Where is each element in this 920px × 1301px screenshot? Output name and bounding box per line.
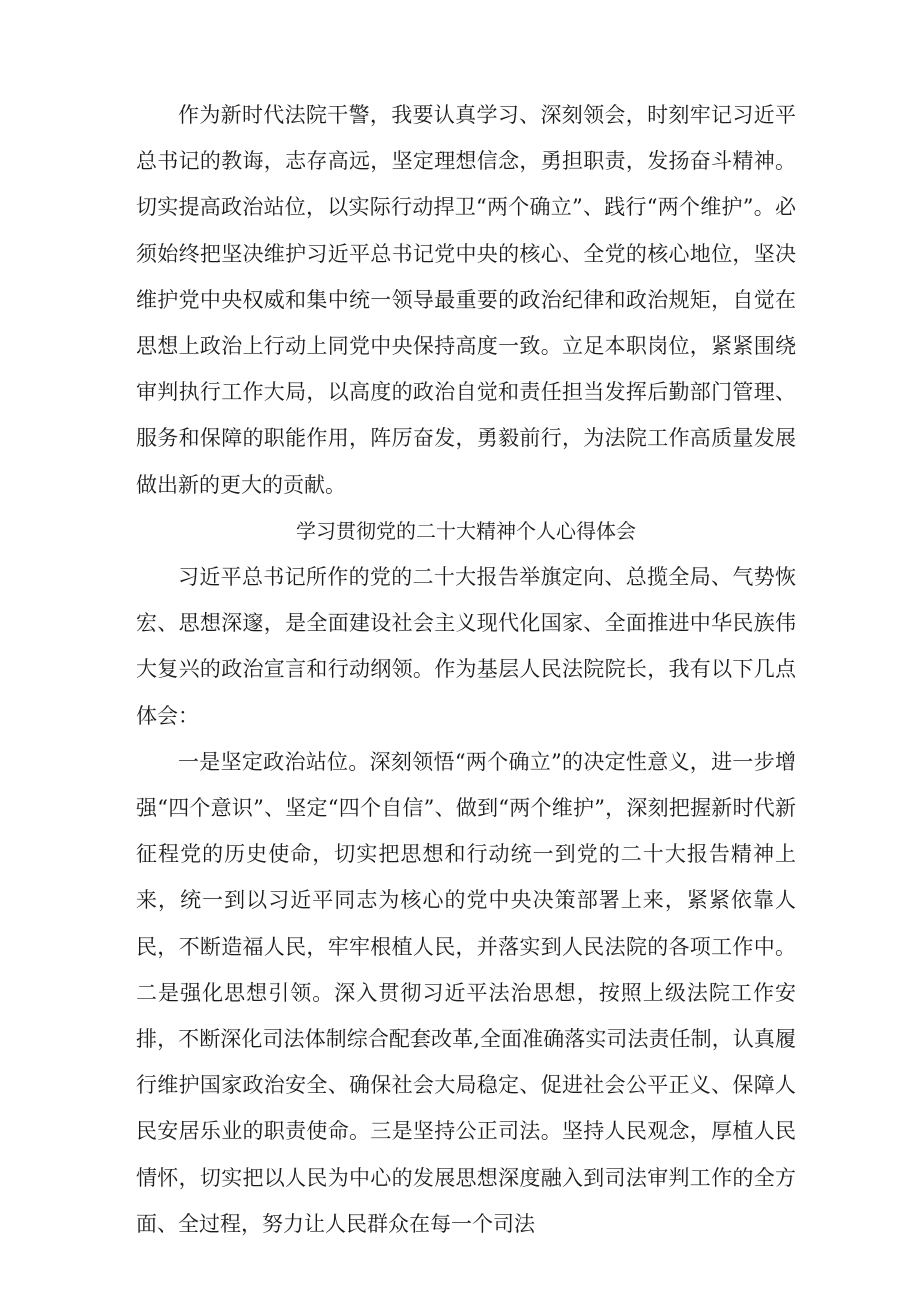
section-title: 学习贯彻党的二十大精神个人心得体会 <box>296 518 636 543</box>
paragraph-2: 习近平总书记所作的党的二十大报告举旗定向、总揽全局、气势恢宏、思想深邃，是全面建设社会主义现代化国家、全面推进中华民族伟大复兴的政治宣言和行动纲领。作为基层人民法院院长，我有以下几点体会： <box>136 565 796 728</box>
paragraph-1: 作为新时代法院干警，我要认真学习、深刻领会，时刻牢记习近平总书记的教诲，志存高远，坚定理想信念，勇担职责，发扬奋斗精神。切实提高政治站位，以实际行动捍卫“两个确立”、践行“两个维护”。必须始终把坚决维护习近平总书记党中央的核心、全党的核心地位，坚决维护党中央权威和集中统一领导最重要的政治纪律和政治规矩，自觉在思想上政治上行动上同党中央保持高度一致。立足本职岗位，紧紧围绕审判执行工作大局，以高度的政治自觉和责任担当发挥后勤部门管理、服务和保障的职能作用，阵厉奋发，勇毅前行，为法院工作高质量发展做出新的更大的贡献。 <box>136 103 796 497</box>
paragraph-3: 一是坚定政治站位。深刻领悟“两个确立”的决定性意义，进一步增强“四个意识”、坚定“四个自信”、做到“两个维护”，深刻把握新时代新征程党的历史使命，切实把思想和行动统一到党的二十大报告精神上来，统一到以习近平同志为核心的党中央决策部署上来，紧紧依靠人民，不断造福人民，牢牢根植人民，并落实到人民法院的各项工作中。二是强化思想引领。深入贯彻习近平法治思想，按照上级法院工作安排，不断深化司法体制综合配套改革,全面准确落实司法责任制，认真履行维护国家政治安全、确保社会大局稳定、促进社会公平正义、保障人民安居乐业的职责使命。三是坚持公正司法。坚持人民观念，厚植人民情怀，切实把以人民为中心的发展思想深度融入到司法审判工作的全方面、全过程，努力让人民群众在每一个司法 <box>136 749 796 1236</box>
document-body <box>136 92 796 1247</box>
